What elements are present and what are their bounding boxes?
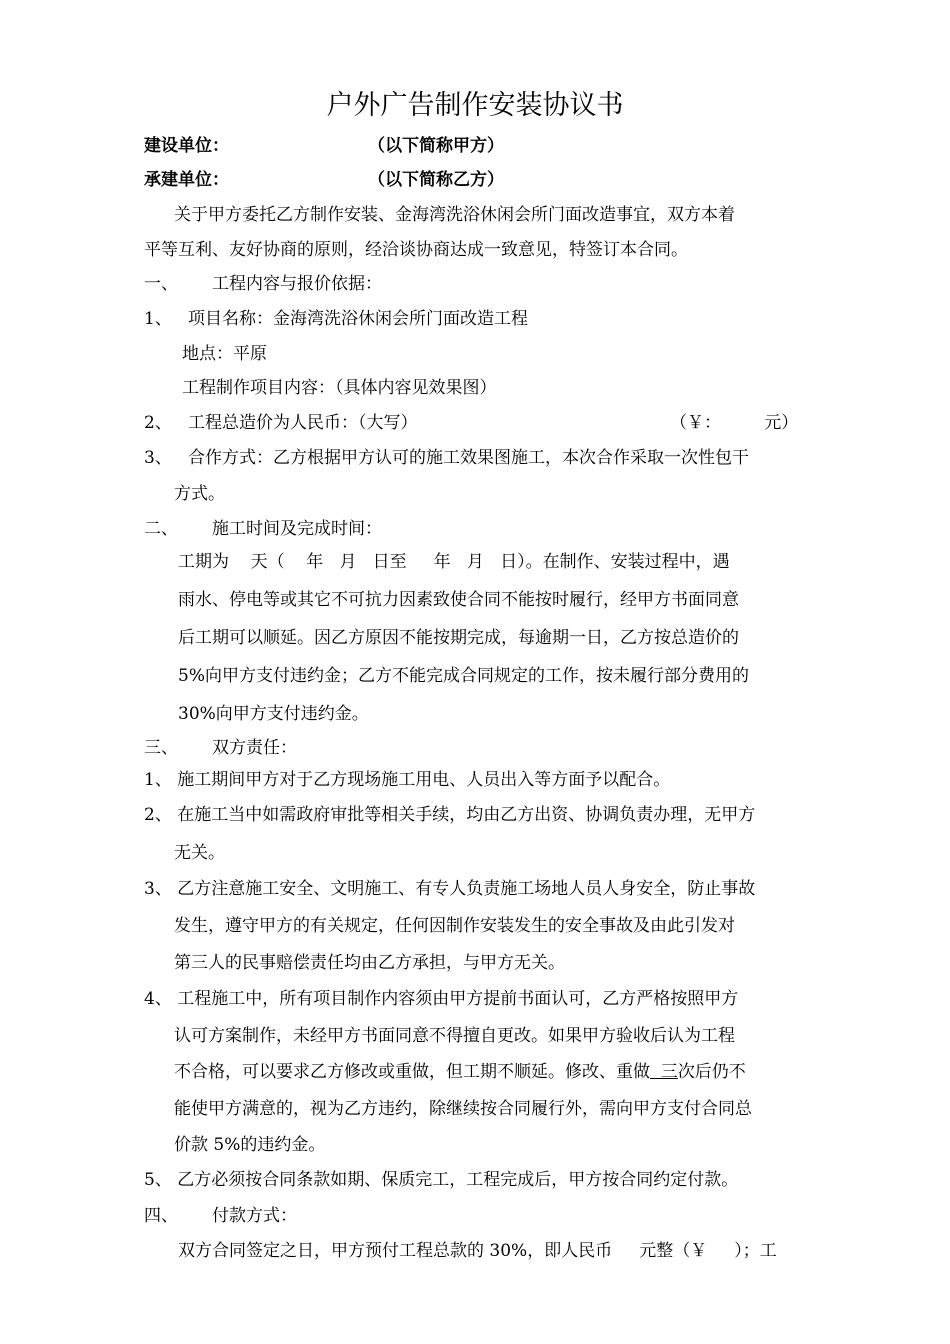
s1-item-2-text: 工程总造价为人民币：（大写） [188, 413, 418, 433]
section-2-title: 施工时间及完成时间： [212, 519, 382, 539]
s1-item-2-amount: （￥： 元） [670, 413, 799, 433]
s2-para-line-4: 5%向甲方支付违约金；乙方不能完成合同规定的工作，按未履行部分费用的 [178, 666, 749, 686]
party-a-note: （以下简称甲方） [368, 136, 504, 156]
section-3-number: 三、 [144, 738, 178, 758]
s3-item-5: 5、 乙方必须按合同条款如期、保质完工，工程完成后，甲方按合同约定付款。 [144, 1170, 739, 1190]
s1-item-1-number: 1、 [144, 309, 172, 329]
s3-item-1: 1、 施工期间甲方对于乙方现场施工用电、人员出入等方面予以配合。 [144, 770, 671, 790]
section-4-title: 付款方式： [212, 1206, 297, 1226]
s3-item-4-line-4: 能使甲方满意的，视为乙方违约，除继续按合同履行外，需向甲方支付合同总 [174, 1099, 752, 1119]
s3-item-3-line-3: 第三人的民事赔偿责任均由乙方承担，与甲方无关。 [174, 953, 565, 973]
party-b-label: 承建单位： [144, 170, 229, 190]
s1-item-2-number: 2、 [144, 413, 172, 433]
s3-item-3-line-2: 发生，遵守甲方的有关规定，任何因制作安装发生的安全事故及由此引发对 [174, 916, 735, 936]
s1-item-3-number: 3、 [144, 448, 172, 468]
s3-item-4-line-3-pre: 不合格，可以要求乙方修改或重做，但工期不顺延。修改、重做 [174, 1062, 650, 1082]
s3-item-3-line-1: 3、 乙方注意施工安全、文明施工、有专人负责施工场地人员人身安全，防止事故 [144, 879, 756, 899]
s1-item-3-continuation: 方式。 [174, 484, 225, 504]
s1-item-1-text: 项目名称：金海湾洗浴休闲会所门面改造工程 [188, 309, 528, 329]
s3-item-4-line-2: 认可方案制作，未经甲方书面同意不得擅自更改。如果甲方验收后认为工程 [174, 1026, 735, 1046]
s3-item-4-line-3 [174, 1060, 746, 1084]
section-1-number: 一、 [144, 274, 178, 294]
s3-item-4-line-1: 4、 工程施工中，所有项目制作内容须由甲方提前书面认可，乙方严格按照甲方 [144, 989, 739, 1009]
document-title: 户外广告制作安装协议书 [326, 90, 624, 121]
s3-item-2-line-1: 2、 在施工当中如需政府审批等相关手续，均由乙方出资、协调负责办理，无甲方 [144, 805, 756, 825]
s2-para-line-3: 后工期可以顺延。因乙方原因不能按期完成，每逾期一日，乙方按总造价的 [178, 628, 739, 648]
s3-item-2-line-2: 无关。 [174, 843, 225, 863]
s1-item-1-content: 工程制作项目内容：（具体内容见效果图） [182, 378, 497, 398]
s3-item-4-line-3-post: 次后仍不 [677, 1062, 746, 1082]
s1-item-3-text: 合作方式：乙方根据甲方认可的施工效果图施工，本次合作采取一次性包干 [188, 448, 749, 468]
section-1-title: 工程内容与报价依据： [212, 274, 382, 294]
s4-para-line-1: 双方合同签定之日，甲方预付工程总款的 30%，即人民币 元整（￥ ）；工 [178, 1241, 777, 1261]
s1-item-1-location: 地点：平原 [182, 344, 267, 364]
section-4-number: 四、 [144, 1206, 178, 1226]
intro-line-1: 关于甲方委托乙方制作安装、金海湾洗浴休闲会所门面改造事宜，双方本着 [174, 205, 735, 225]
s2-para-line-2: 雨水、停电等或其它不可抗力因素致使合同不能按时履行，经甲方书面同意 [178, 590, 739, 610]
s2-para-line-5: 30%向甲方支付违约金。 [178, 704, 369, 724]
party-b-note: （以下简称乙方） [368, 170, 504, 190]
s3-item-4-line-5: 价款 5%的违约金。 [174, 1135, 326, 1155]
party-a-label: 建设单位： [144, 136, 229, 156]
intro-line-2: 平等互利、友好协商的原则，经洽谈协商达成一致意见，特签订本合同。 [144, 240, 688, 260]
section-2-number: 二、 [144, 519, 178, 539]
retry-count-underlined: 三 [650, 1062, 678, 1082]
section-3-title: 双方责任： [212, 738, 297, 758]
s2-para-line-1: 工期为 天（ 年 月 日至 年 月 日）。在制作、安装过程中，遇 [178, 552, 730, 572]
